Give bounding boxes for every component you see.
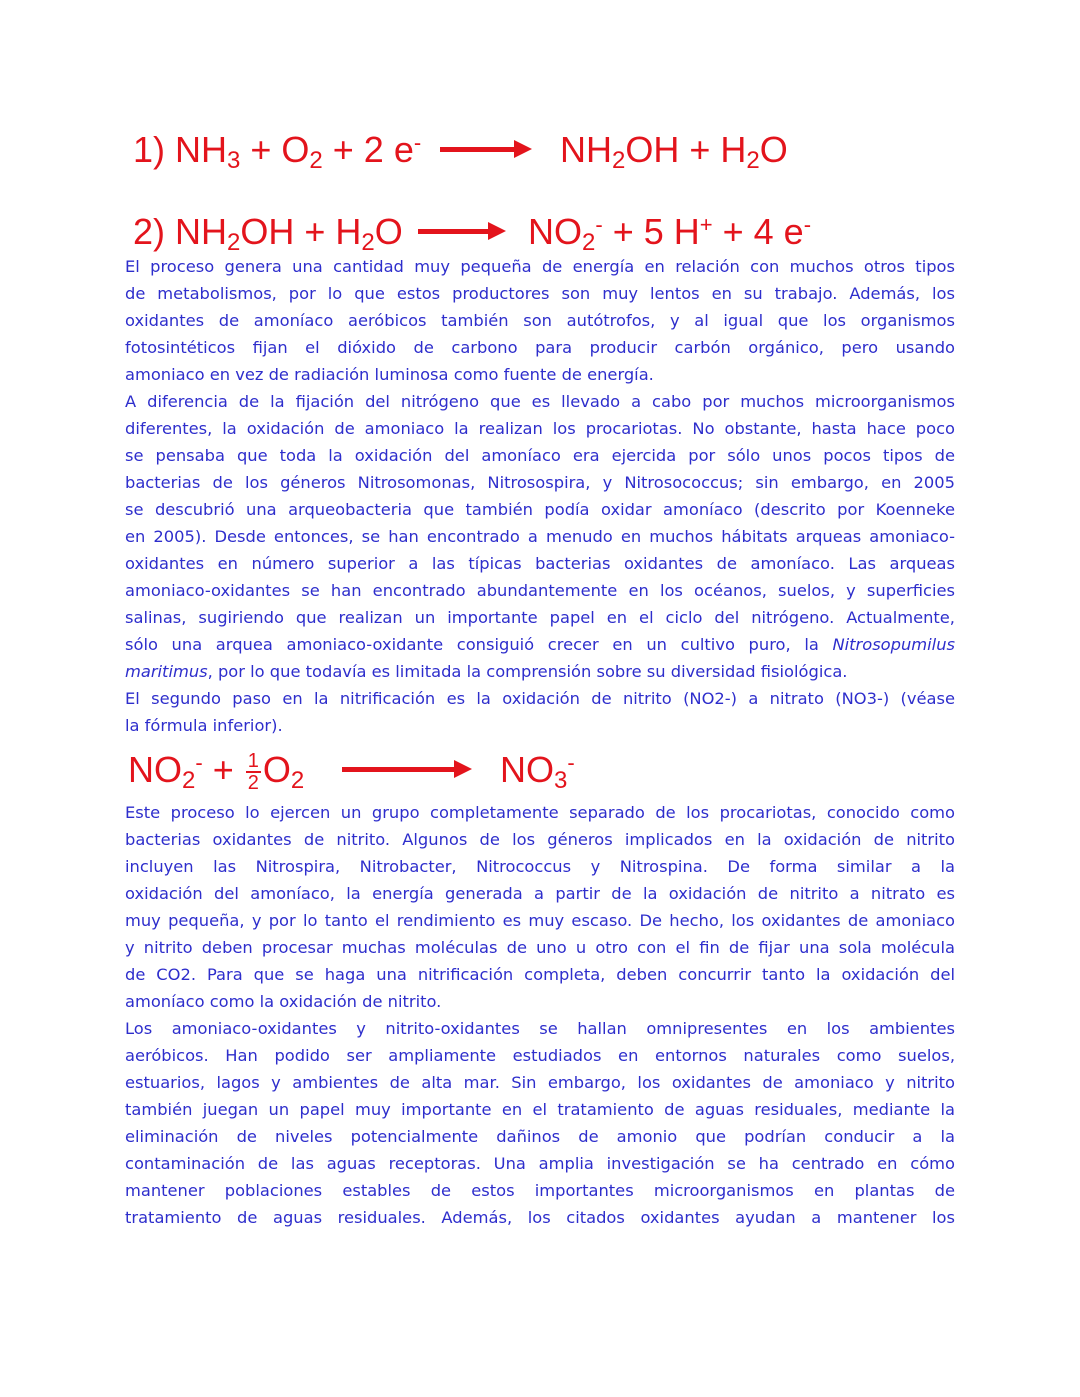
- subscript: 2: [582, 229, 596, 256]
- formula-text: + 4 e: [712, 211, 804, 252]
- subscript: 2: [746, 147, 760, 174]
- text-line: bacterias de los géneros Nitrosomonas, Nitrosospira, y Nitrosococcus; sin embargo, en 2005: [125, 473, 955, 492]
- text-line: de CO2. Para que se haga una nitrificación completa, deben concurrir tanto la oxidación del: [125, 965, 955, 984]
- text-line: incluyen las Nitrospira, Nitrobacter, Nitrococcus y Nitrospina. De forma similar a la: [125, 857, 955, 876]
- paragraph-4: [125, 799, 955, 1015]
- text-line: eliminación de niveles potencialmente dañinos de amonio que podrían conducir a la: [125, 1127, 955, 1146]
- products: [500, 748, 575, 792]
- species-name: maritimus: [125, 662, 208, 681]
- subscript: 2: [182, 767, 196, 794]
- subscript: 3: [227, 147, 241, 174]
- subscript: 3: [554, 767, 568, 794]
- text-line: de metabolismos, por lo que estos productores son muy lentos en su trabajo. Además, los: [125, 284, 955, 303]
- text-line: la fórmula inferior).: [125, 716, 283, 735]
- superscript: -: [595, 212, 603, 237]
- superscript: -: [803, 212, 812, 237]
- reaction-arrow-icon: [342, 767, 458, 772]
- text-line: oxidación del amoníaco, la energía generada a partir de la oxidación de nitrito a nitrato es: [125, 884, 955, 903]
- reaction-arrow-icon: [418, 229, 492, 234]
- text-line: [125, 658, 955, 685]
- text-line: muy pequeña, y por lo tanto el rendimiento es muy escaso. De hecho, los oxidantes de amoniaco: [125, 911, 955, 930]
- species-name: Nitrosopumilus: [832, 635, 955, 654]
- superscript: -: [567, 750, 575, 775]
- products: [560, 128, 788, 172]
- reactants: [133, 210, 403, 254]
- formula-text: O: [374, 211, 403, 252]
- text-line: también juegan un papel muy importante en el tratamiento de aguas residuales, mediante la: [125, 1100, 955, 1119]
- text-line: tratamiento de aguas residuales. Además, los citados oxidantes ayudan a mantener los: [125, 1208, 955, 1227]
- text-line: amoniaco en vez de radiación luminosa como fuente de energía.: [125, 365, 654, 384]
- reactants: [128, 748, 304, 793]
- text-segment: , por lo que todavía es limitada la comprensión sobre su diversidad fisiológica.: [207, 662, 848, 681]
- paragraph-1: [125, 253, 955, 388]
- fraction: [246, 751, 261, 793]
- formula-text: OH + H: [240, 211, 362, 252]
- reactants: [133, 128, 421, 172]
- text-line: [125, 631, 955, 658]
- text-line: diferentes, la oxidación de amoniaco la realizan los procariotas. No obstante, hasta hace poco: [125, 419, 955, 438]
- text-line: Este proceso lo ejercen un grupo completamente separado de los procariotas, conocido como: [125, 803, 955, 822]
- fraction-numerator: 1: [247, 750, 259, 773]
- formula-text: + 5 H: [602, 211, 700, 252]
- subscript: 2: [612, 147, 626, 174]
- fraction-denominator: 2: [247, 772, 259, 795]
- formula-text: NO: [500, 749, 554, 790]
- paragraph-5: [125, 1015, 955, 1231]
- subscript: 2: [361, 229, 375, 256]
- formula-text: +: [202, 749, 244, 790]
- formula-text: NO: [528, 211, 582, 252]
- formula-text: OH + H: [625, 129, 747, 170]
- text-line: A diferencia de la fijación del nitrógeno que es llevado a cabo por muchos microorganismos: [125, 392, 955, 411]
- formula-text: NO: [128, 749, 182, 790]
- superscript: -: [195, 750, 203, 775]
- reaction-arrow-icon: [440, 147, 518, 152]
- formula-text: + 2 e: [322, 129, 414, 170]
- text-segment: sólo una arquea amoniaco-oxidante consiguió crecer en un cultivo puro, la: [125, 635, 833, 654]
- text-line: bacterias oxidantes de nitrito. Algunos de los géneros implicados en la oxidación de nitrito: [125, 830, 955, 849]
- formula-text: NH: [560, 129, 612, 170]
- formula-text: O: [262, 749, 291, 790]
- text-line: El proceso genera una cantidad muy pequeña de energía en relación con muchos otros tipos: [125, 257, 955, 276]
- text-line: mantener poblaciones estables de estos importantes microorganismos en plantas de: [125, 1181, 955, 1200]
- text-line: se pensaba que toda la oxidación del amoníaco era ejercida por sólo unos pocos tipos de: [125, 446, 955, 465]
- text-line: contaminación de las aguas receptoras. Una amplia investigación se ha centrado en cómo: [125, 1154, 955, 1173]
- text-line: y nitrito deben procesar muchas moléculas de uno u otro con el fin de fijar una sola molécula: [125, 938, 955, 957]
- subscript: 2: [227, 229, 241, 256]
- text-line: amoniaco-oxidantes se han encontrado abundantemente en los océanos, suelos, y superficies: [125, 581, 955, 600]
- superscript: -: [413, 130, 422, 155]
- text-line: Los amoniaco-oxidantes y nitrito-oxidantes se hallan omnipresentes en los ambientes: [125, 1019, 955, 1038]
- text-line: se descubrió una arqueobacteria que también podía oxidar amoníaco (descrito por Koenneke: [125, 500, 955, 519]
- paragraph-2: [125, 388, 955, 685]
- paragraph-3: [125, 685, 955, 739]
- text-line: aeróbicos. Han podido ser ampliamente estudiados en entornos naturales como suelos,: [125, 1046, 955, 1065]
- text-line: en 2005). Desde entonces, se han encontrado a menudo en muchos hábitats arqueas amoniaco-: [125, 527, 955, 546]
- text-line: El segundo paso en la nitrificación es la oxidación de nitrito (NO2-) a nitrato (NO3-) (véase: [125, 689, 955, 708]
- products: [528, 210, 811, 254]
- superscript: +: [699, 212, 713, 237]
- formula-text: O: [759, 129, 788, 170]
- formula-text: + O: [240, 129, 310, 170]
- text-line: estuarios, lagos y ambientes de alta mar. Sin embargo, los oxidantes de amoniaco y nitrito: [125, 1073, 955, 1092]
- text-line: amoníaco como la oxidación de nitrito.: [125, 992, 442, 1011]
- formula-text: 2) NH: [133, 211, 228, 252]
- text-line: fotosintéticos fijan el dióxido de carbono para producir carbón orgánico, pero usando: [125, 338, 955, 357]
- text-line: oxidantes de amoníaco aeróbicos también son autótrofos, y al igual que los organismos: [125, 311, 955, 330]
- subscript: 2: [290, 767, 305, 794]
- subscript: 2: [309, 147, 323, 174]
- formula-text: 1) NH: [133, 129, 228, 170]
- text-line: salinas, sugiriendo que realizan un importante papel en el ciclo del nitrógeno. Actualmente,: [125, 608, 955, 627]
- text-line: oxidantes en número superior a las típicas bacterias oxidantes de amoníaco. Las arqueas: [125, 554, 955, 573]
